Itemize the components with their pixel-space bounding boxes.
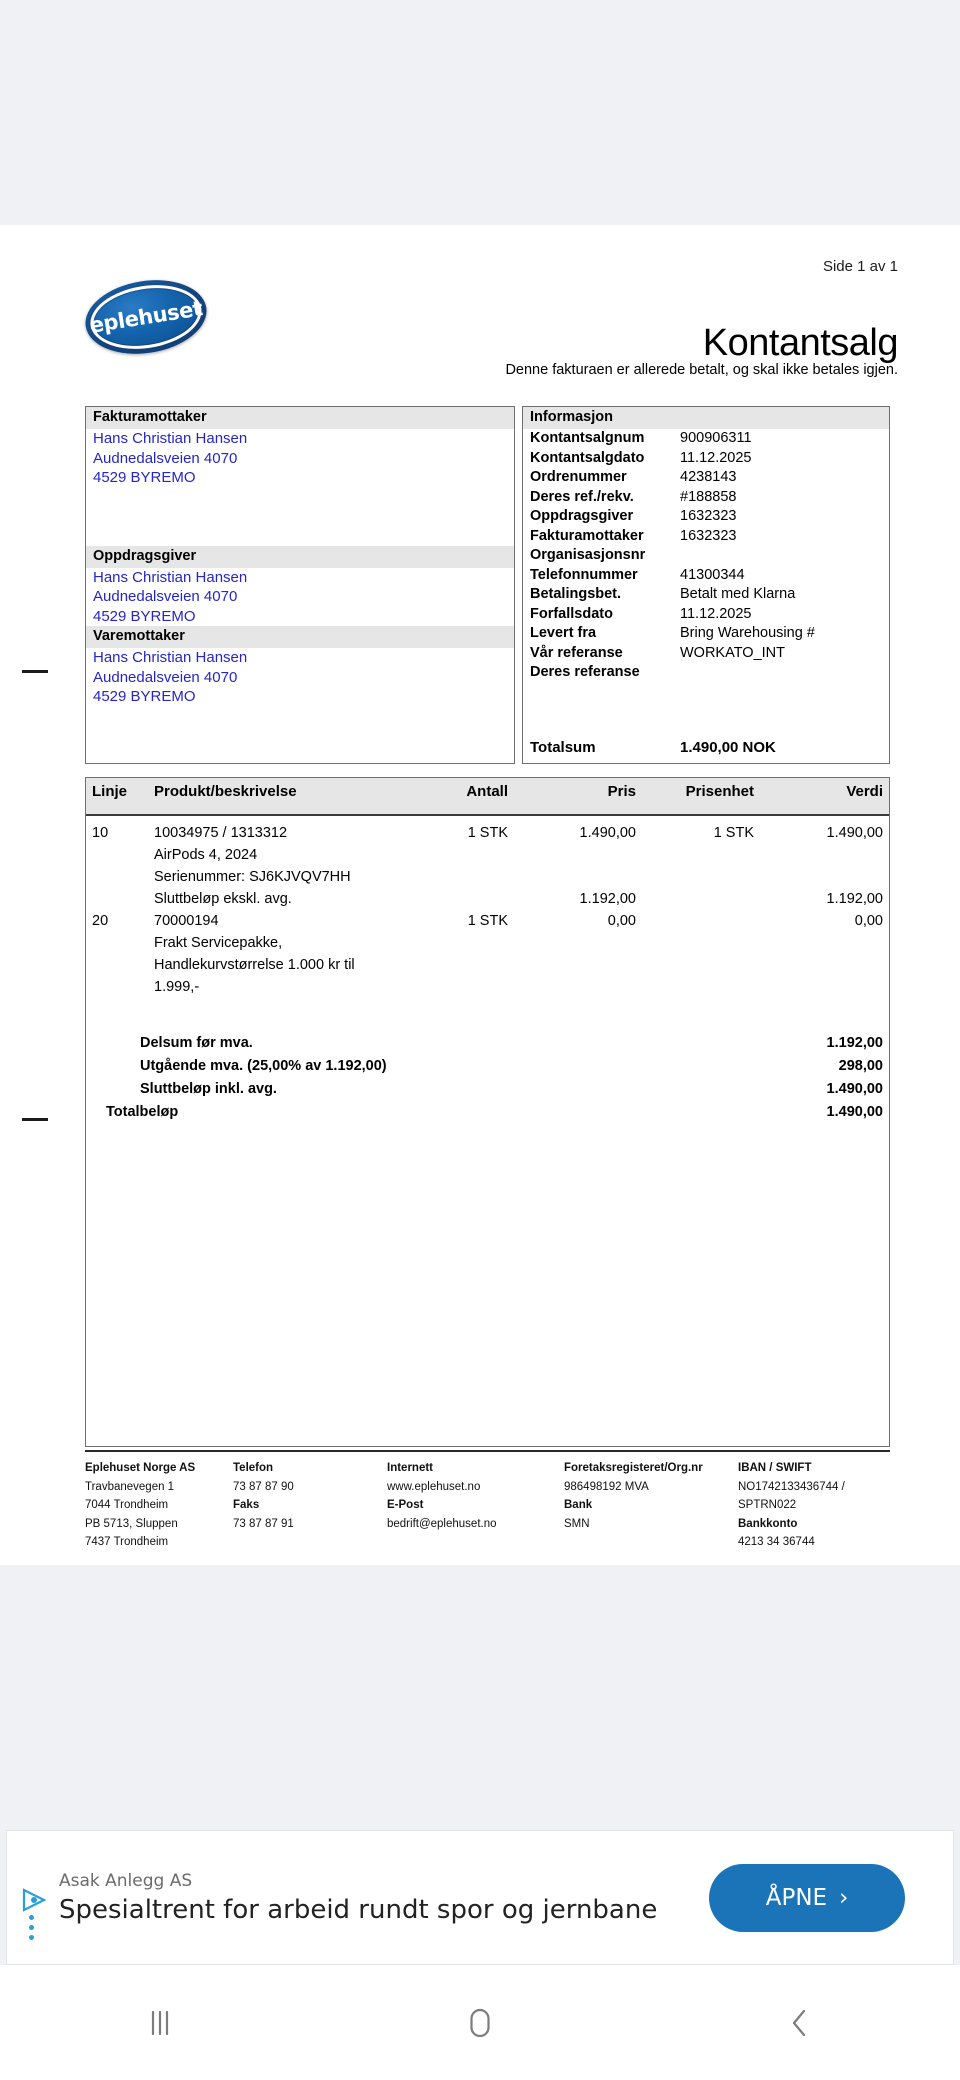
- ad-advertiser-name: Asak Anlegg AS: [59, 1870, 193, 1891]
- info-row-label: Telefonnummer: [530, 566, 638, 583]
- column-header-verdi: Verdi: [846, 783, 883, 800]
- info-row-value: 11.12.2025: [680, 605, 752, 622]
- home-button[interactable]: [320, 1965, 640, 2080]
- home-icon: [459, 2002, 501, 2044]
- table-cell-linje: 20: [92, 913, 109, 929]
- chevron-right-icon: ›: [839, 1884, 849, 1911]
- footer-heading: Bankkonto: [738, 1517, 798, 1530]
- totals-label: Sluttbeløp inkl. avg.: [140, 1081, 277, 1097]
- table-cell-verdi: [760, 844, 889, 866]
- info-row-value: #188858: [680, 488, 737, 505]
- footer-heading: Internett: [387, 1462, 433, 1474]
- column-header-linje: Linje: [92, 783, 128, 800]
- table-cell-verdi: [760, 932, 889, 998]
- table-cell-desc: Serienummer: SJ6KJVQV7HH: [154, 869, 351, 885]
- ad-open-button[interactable]: [709, 1864, 905, 1932]
- info-row: [523, 468, 889, 488]
- info-row-label: Kontantsalgdato: [530, 449, 645, 466]
- table-cell-linje: 10: [92, 825, 109, 841]
- info-row-value: 1632323: [680, 527, 737, 544]
- table-cell-desc: 70000194: [154, 913, 219, 929]
- info-row: [523, 488, 889, 508]
- column-header-prisenhet: Prisenhet: [685, 783, 754, 800]
- address-line: Hans Christian Hansen: [93, 568, 248, 586]
- ad-headline: Spesialtrent for arbeid rundt spor og jernbane: [59, 1894, 658, 1925]
- totals-block: [86, 998, 889, 1124]
- section-heading-fakturamottaker: Fakturamottaker: [86, 407, 514, 429]
- table-cell-verdi: 0,00: [854, 913, 883, 929]
- ad-marker: [7, 1831, 59, 1964]
- table-cell-prisenhet: [642, 910, 760, 932]
- table-cell-prisenhet: [642, 844, 760, 866]
- info-row-label: Betalingsbet.: [530, 586, 622, 602]
- column-header-pris: Pris: [607, 783, 636, 800]
- table-cell-antall: 1 STK: [467, 825, 508, 841]
- info-row-value: 41300344: [680, 566, 745, 583]
- section-heading-varemottaker: Varemottaker: [86, 626, 514, 648]
- section-spacer: [86, 488, 514, 546]
- info-row-value: Betalt med Klarna: [680, 586, 796, 602]
- totals-row: [86, 1101, 889, 1124]
- address-line: 4529 BYREMO: [93, 607, 196, 625]
- footer-line: 73 87 87 90: [233, 1480, 294, 1493]
- footer-line: 986498192 MVA: [564, 1480, 649, 1493]
- footer-line: 73 87 87 91: [233, 1517, 294, 1530]
- totals-row: [86, 1032, 889, 1055]
- info-row-label: Ordrenummer: [530, 469, 627, 485]
- info-row: [523, 566, 889, 586]
- footer-line: 7437 Trondheim: [85, 1536, 169, 1548]
- footer-column: [387, 1459, 564, 1552]
- totals-amount: 1.490,00: [826, 1081, 883, 1097]
- totals-label: Utgående mva. (25,00% av 1.192,00): [140, 1058, 387, 1074]
- address-line: 4529 BYREMO: [93, 469, 196, 486]
- info-row: [523, 605, 889, 625]
- page-number-label: Side 1 av 1: [822, 258, 898, 275]
- totalsum-row: [523, 739, 889, 756]
- table-row: [86, 932, 889, 998]
- info-row-label: Deres referanse: [530, 664, 640, 680]
- table-cell-prisenhet: [642, 888, 760, 910]
- table-cell-pris: [514, 844, 642, 866]
- back-button[interactable]: [640, 1965, 960, 2080]
- table-row: [86, 888, 889, 910]
- table-cell-prisenhet: [642, 932, 760, 998]
- table-cell-linje: [86, 866, 148, 888]
- footer-column: [738, 1459, 888, 1552]
- info-row-value: Bring Warehousing #: [680, 625, 815, 641]
- footer-line: bedrift@eplehuset.no: [387, 1517, 497, 1530]
- info-row-label: Levert fra: [530, 625, 597, 641]
- info-row-value: 4238143: [680, 469, 737, 485]
- footer-heading: Faks: [233, 1499, 260, 1511]
- footer-heading: Foretaksregisteret/Org.nr: [564, 1462, 703, 1474]
- table-cell-desc: Frakt Servicepakke, Handlekurvstørrelse 1.000 kr til 1.999,-: [154, 935, 355, 995]
- recents-button[interactable]: [0, 1965, 320, 2080]
- table-cell-verdi: 1.192,00: [826, 891, 883, 907]
- document-subtitle: Denne fakturaen er allerede betalt, og skal ikke betales igjen.: [505, 362, 898, 378]
- info-row: [523, 644, 889, 664]
- footer-column: [233, 1459, 387, 1552]
- info-row-value: 1632323: [680, 508, 737, 524]
- table-cell-prisenhet: [642, 866, 760, 888]
- android-navigation-bar: [0, 1965, 960, 2080]
- table-cell-pris: 0,00: [607, 913, 636, 929]
- totals-amount: 298,00: [838, 1058, 883, 1074]
- ad-banner[interactable]: [6, 1830, 954, 1965]
- info-row-value: 900906311: [680, 430, 752, 446]
- recipient-info-box: [85, 406, 515, 764]
- table-cell-linje: [86, 932, 148, 998]
- table-cell-linje: [86, 888, 148, 910]
- document-footer: [85, 1450, 890, 1552]
- footer-line: NO1742133436744 / SPTRN022: [738, 1480, 845, 1511]
- recents-icon: [139, 2002, 181, 2044]
- order-info-box: [522, 406, 890, 764]
- section-heading-informasjon: Informasjon: [523, 407, 889, 429]
- scroll-tick-marker: [22, 670, 48, 673]
- back-chevron-icon: [779, 2002, 821, 2044]
- footer-line: Travbanevegen 1: [85, 1480, 175, 1493]
- info-row: [523, 507, 889, 527]
- line-items-table: [85, 777, 890, 1447]
- table-cell-desc: Sluttbeløp ekskl. avg.: [154, 891, 292, 907]
- info-row: [523, 585, 889, 605]
- footer-heading: IBAN / SWIFT: [738, 1462, 812, 1474]
- info-row: [523, 624, 889, 644]
- info-row-label: Deres ref./rekv.: [530, 488, 634, 505]
- document-title: Kontantsalg: [702, 322, 898, 364]
- address-line: Hans Christian Hansen: [93, 649, 248, 666]
- table-cell-verdi: [760, 866, 889, 888]
- footer-line: 7044 Trondheim: [85, 1499, 169, 1511]
- table-cell-prisenhet: 1 STK: [713, 825, 754, 841]
- scroll-tick-marker: [22, 1118, 48, 1121]
- table-cell-antall: [396, 844, 514, 866]
- column-header-antall: Antall: [466, 783, 508, 800]
- footer-line: 4213 34 36744: [738, 1536, 815, 1548]
- table-cell-antall: [396, 932, 514, 998]
- footer-line: SMN: [564, 1517, 590, 1530]
- logo-wordmark: eplehuset: [87, 296, 205, 338]
- ad-options-dots-icon[interactable]: [29, 1915, 34, 1940]
- ad-choices-play-icon[interactable]: [21, 1887, 47, 1918]
- address-line: Audnedalsveien 4070: [93, 668, 238, 686]
- table-cell-antall: [396, 866, 514, 888]
- table-header-row: [86, 778, 889, 816]
- info-row: [523, 663, 889, 683]
- totalsum-value: 1.490,00 NOK: [680, 739, 776, 756]
- info-row-label: Forfallsdato: [530, 605, 613, 622]
- totals-label: Totalbeløp: [106, 1104, 179, 1120]
- address-line: Audnedalsveien 4070: [93, 449, 238, 467]
- totals-amount: 1.192,00: [826, 1035, 883, 1051]
- table-cell-pris: 1.490,00: [579, 825, 636, 841]
- table-cell-antall: [396, 888, 514, 910]
- info-row-label: Fakturamottaker: [530, 527, 644, 544]
- footer-line: PB 5713, Sluppen: [85, 1517, 178, 1530]
- info-row-label: Kontantsalgnum: [530, 430, 645, 446]
- table-cell-linje: [86, 844, 148, 866]
- table-row: [86, 866, 889, 888]
- table-cell-desc: 10034975 / 1313312: [154, 825, 288, 841]
- info-row: [523, 449, 889, 469]
- table-cell-verdi: 1.490,00: [826, 825, 883, 841]
- footer-heading: Bank: [564, 1499, 593, 1511]
- table-cell-desc: AirPods 4, 2024: [154, 847, 258, 863]
- totalsum-label: Totalsum: [530, 739, 596, 756]
- totals-row: [86, 1078, 889, 1101]
- footer-column: [85, 1459, 233, 1552]
- totals-row: [86, 1055, 889, 1078]
- info-row: [523, 546, 889, 566]
- table-row: [86, 822, 889, 844]
- address-line: Hans Christian Hansen: [93, 430, 248, 447]
- table-row: [86, 844, 889, 866]
- totals-amount: 1.490,00: [826, 1104, 883, 1120]
- table-cell-antall: 1 STK: [467, 913, 508, 929]
- info-row: [523, 429, 889, 449]
- address-line: Audnedalsveien 4070: [93, 588, 238, 605]
- info-row-label: Vår referanse: [530, 644, 623, 661]
- column-header-desc: Produkt/beskrivelse: [154, 783, 297, 800]
- info-row-label: Oppdragsgiver: [530, 508, 634, 524]
- ad-open-label: ÅPNE: [765, 1884, 828, 1911]
- address-line: 4529 BYREMO: [93, 688, 196, 705]
- info-row-list: [523, 429, 889, 683]
- totals-label: Delsum før mva.: [140, 1035, 253, 1051]
- table-cell-pris: [514, 932, 642, 998]
- footer-heading: E-Post: [387, 1499, 424, 1511]
- info-row-label: Organisasjonsnr: [530, 547, 646, 563]
- footer-line: www.eplehuset.no: [387, 1480, 481, 1493]
- section-heading-oppdragsgiver: Oppdragsgiver: [86, 546, 514, 568]
- info-row: [523, 527, 889, 547]
- eplehuset-logo: [85, 281, 207, 353]
- table-cell-pris: 1.192,00: [579, 891, 636, 907]
- table-row: [86, 910, 889, 932]
- info-row-value: 11.12.2025: [680, 449, 752, 466]
- table-body: [86, 816, 889, 998]
- table-cell-pris: [514, 866, 642, 888]
- ad-text-block: [59, 1869, 709, 1927]
- footer-heading: Eplehuset Norge AS: [85, 1462, 196, 1474]
- info-row-value: WORKATO_INT: [680, 644, 785, 661]
- footer-heading: Telefon: [233, 1462, 274, 1474]
- footer-column: [564, 1459, 738, 1552]
